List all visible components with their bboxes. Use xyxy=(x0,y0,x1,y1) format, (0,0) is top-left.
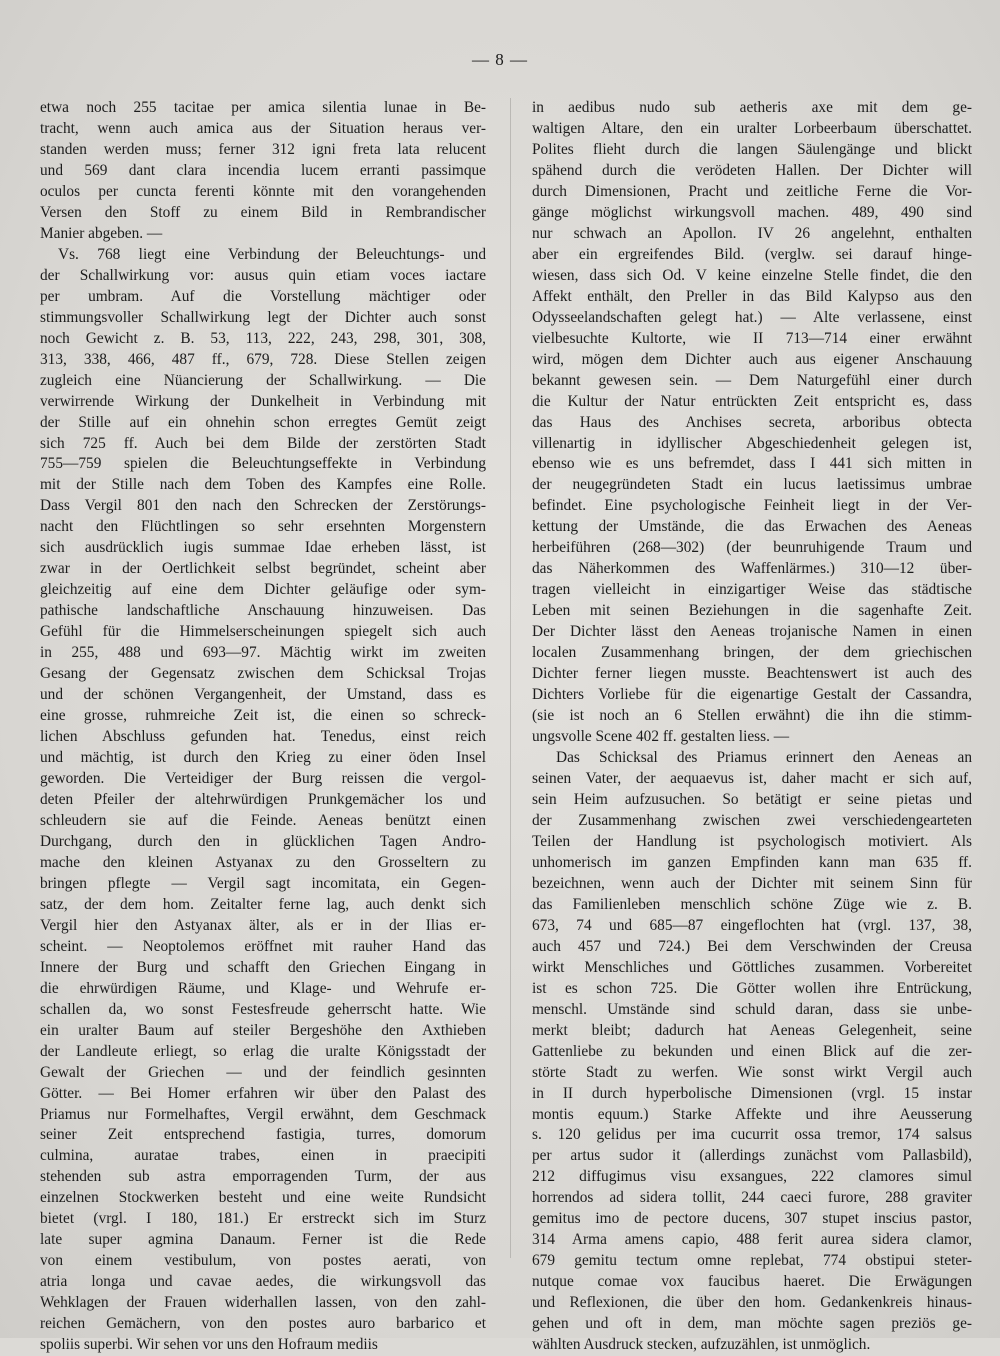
text-line: oculos per cuncta ferenti könnte mit den vorangehenden xyxy=(40,182,486,200)
text-line: sich ausdrücklich iugis summae Idae erheben lässt, ist xyxy=(40,539,486,557)
text-line: sich 725 ff. Auch bei dem Bilde der zerstörten Stadt xyxy=(40,434,486,452)
text-line: Gattenliebe zu bekunden und einen Blick auf die zer- xyxy=(532,1042,972,1060)
text-line: Polites flieht durch die langen Säulengänge und blickt xyxy=(532,140,972,158)
text-line: störte Stadt zu werfen. Wie sonst wirkt Vergil auch xyxy=(532,1063,972,1081)
text-line: ein uralter Baum auf steiler Bergeshöhe den Axthieben xyxy=(40,1021,486,1039)
text-line: Götter. — Bei Homer erfahren wir über den Palast des xyxy=(40,1084,486,1102)
text-line: unhomerisch im ganzen Empfinden kann man 635 ff. xyxy=(532,853,972,871)
text-line: gehen und oft in dem, man möchte sagen preziös ge- xyxy=(532,1315,972,1333)
text-line: Gewalt der Griechen — und der feindlich gesinnten xyxy=(40,1063,486,1081)
text-line: 212 diffugimus visu exsangues, 222 clamores simul xyxy=(532,1168,972,1186)
text-line: pathische landschaftliche Anschauung hinzuweisen. Das xyxy=(40,602,486,620)
text-line: wird, mögen dem Dichter auch aus eigener Anschauung xyxy=(532,350,972,368)
text-line: mache den kleinen Astyanax zu den Grosseltern zu xyxy=(40,853,486,871)
text-line: merkt bleibt; dadurch hat Aeneas Gelegenheit, seine xyxy=(532,1021,972,1039)
text-line: 673, 74 und 685—87 eingeflochten hat (vrgl. 137, 38, xyxy=(532,916,972,934)
text-line: das Familienleben menschlich schöne Züge wie z. B. xyxy=(532,895,972,913)
text-line: late super agmina Danaum. Ferner ist die Rede xyxy=(40,1231,486,1249)
text-line: herbeiführen (268—302) (der beunruhigende Traum und xyxy=(532,539,972,557)
text-line: schallen da, wo sonst Festesfreude geherrscht hatte. Wie xyxy=(40,1000,486,1018)
text-line: deten Pfeiler der altehrwürdigen Prunkgemächer los und xyxy=(40,790,486,808)
text-line: und der schönen Vergangenheit, der Umstand, dass es xyxy=(40,686,486,704)
text-line: der Zusammenhang zwischen zwei verschiedengearteten xyxy=(532,811,972,829)
column-divider xyxy=(510,98,511,1258)
text-line: verwirrende Wirkung der Dunkelheit in Verbindung mit xyxy=(40,392,486,410)
text-line: und 569 dant clara incendia lucem erranti passimque xyxy=(40,161,486,179)
text-line: s. 120 gelidus per ima cucurrit ossa tremor, 174 salsus xyxy=(532,1126,972,1144)
page-number: — 8 — xyxy=(472,50,528,69)
text-line: culmina, auratae trabes, einen in praecipiti xyxy=(40,1147,486,1165)
text-line: wiesen, dass sich Od. V keine einzelne Stelle findet, die den xyxy=(532,266,972,284)
text-line: stimmungsvoller Schallwirkung legt der Dichter auch sonst xyxy=(40,308,486,326)
text-line: der Landleute erliegt, so erlag die uralte Königsstadt der xyxy=(40,1042,486,1060)
text-line: und mächtig, ist durch den Krieg zu einer öden Insel xyxy=(40,749,486,767)
text-line: wirkt Menschliches und Göttliches zusammen. Vorbereitet xyxy=(532,958,972,976)
text-line: seiner Zeit entsprechend fastigia, turres, domorum xyxy=(40,1126,486,1144)
text-line: befindet. Eine psychologische Feinheit liegt in der Ver- xyxy=(532,497,972,515)
text-line: kettung der Umstände, die das Erwachen des Aeneas xyxy=(532,518,972,536)
text-line: reichen Gemächern, von den postes auro barbarico et xyxy=(40,1315,486,1333)
text-line: wählten Ausdruck stecken, aufzuzählen, ist unmöglich. xyxy=(532,1336,871,1354)
text-line: noch Gewicht z. B. 53, 113, 222, 243, 298, 301, 308, xyxy=(40,329,486,347)
text-line: Vergil hier den Astyanax älter, als er in der Ilias er- xyxy=(40,916,486,934)
text-line: zwar in der Oertlichkeit selbst begründet, scheint aber xyxy=(40,560,486,578)
text-line: seinen Vater, der aequaevus ist, daher macht er sich auf, xyxy=(532,770,972,787)
text-line: menschl. Umstände sind schuld daran, dass sie unbe- xyxy=(532,1000,972,1018)
text-line: die Kultur der Natur entrückten Zeit entspricht es, dass xyxy=(532,392,972,410)
text-line: in 255, 488 und 693—97. Mächtig wirkt im zweiten xyxy=(40,644,486,662)
text-line: montis equum.) Starke Affekte und ihre Aeusserung xyxy=(532,1105,972,1123)
text-line: ist es schon 725. Die Götter wollen ihre Entrückung, xyxy=(532,979,972,997)
text-line: 314 Arma amens capio, 488 ferit aurea sidera clamor, xyxy=(532,1231,972,1249)
text-line: mit der Stille nach dem Toben des Kampfes eine Rolle. xyxy=(40,476,486,494)
text-line: Das Schicksal des Priamus erinnert den Aeneas an xyxy=(556,749,972,767)
text-line: bringen pflegte — Vergil sagt incomitata, ein Gegen- xyxy=(40,874,486,892)
text-line: das Haus des Anchises secreta, arboribus obtecta xyxy=(532,413,972,431)
text-line: villenartig in idyllischer Abgeschiedenheit gelegen ist, xyxy=(532,434,972,452)
text-line: bekannt gewesen sein. — Dem Naturgefühl einer durch xyxy=(532,371,972,389)
text-line: gleichzeitig auf eine dem Dichter geläufige oder sym- xyxy=(40,581,486,599)
text-line: nacht den Flüchtlingen so sehr ersehnten Morgenstern xyxy=(40,518,486,536)
text-line: etwa noch 255 tacitae per amica silentia lunae in Be- xyxy=(40,99,486,116)
text-line: standen werden muss; ferner 312 igni freta lata relucent xyxy=(40,140,486,158)
text-line: Leben mit seinen Beziehungen in die sagenhafte Zeit. xyxy=(532,602,972,620)
text-line: einzelnen Stockwerken besteht und eine weite Rundsicht xyxy=(40,1189,486,1207)
text-line: per artus sudor it (allerdings zunächst vom Pallasbild), xyxy=(532,1147,972,1165)
text-line: Gesang der Gegensatz zwischen dem Schicksal Trojas xyxy=(40,665,486,683)
text-line: Wehklagen der Frauen widerhallen lassen, von den zahl- xyxy=(40,1294,486,1312)
text-line: waltigen Altare, den ein uralter Lorbeerbaum überschattet. xyxy=(532,119,972,137)
text-line: aber ein ergreifendes Bild. (verglw. sei darauf hinge- xyxy=(532,245,972,263)
text-line: in II durch hyperbolische Dimensionen (vrgl. 15 instar xyxy=(532,1084,972,1102)
text-line: Der Dichter lässt den Aeneas trojanische Namen in einen xyxy=(532,623,972,641)
text-line: sein Heim aufzusuchen. So betätigt er seine pietas und xyxy=(532,790,972,808)
text-line: Dichters Vorliebe für die eigenartige Gestalt der Cassandra, xyxy=(532,686,972,704)
text-line: horrendos ad sidera tollit, 244 caeci furore, 288 graviter xyxy=(532,1189,972,1207)
text-line: der neugegründeten Stadt ein lucus laetissimus umbrae xyxy=(532,476,972,494)
text-line: vielbesuchte Kultorte, wie II 713—714 einer erwähnt xyxy=(532,329,972,347)
text-line: (sie ist noch an 6 Stellen erwähnt) die ihn die stimm- xyxy=(532,707,972,725)
text-line: Vs. 768 liegt eine Verbindung der Beleuchtungs- und xyxy=(58,245,486,263)
text-line: spähend durch die verödeten Hallen. Der Dichter will xyxy=(532,161,972,179)
text-line: Dichter ferner liegen musste. Beachtenswert ist auch des xyxy=(532,665,972,683)
text-line: Affekt enthält, den Preller in das Bild Kalypso aus den xyxy=(532,287,972,305)
text-line: Odysseelandschaften gelegt hat.) — Alte verlassene, einst xyxy=(532,308,972,326)
text-line: 313, 338, 466, 487 ff., 679, 728. Diese Stellen zeigen xyxy=(40,350,486,368)
text-line: schleudern sie auf die Feinde. Aeneas benützt einen xyxy=(40,811,486,829)
text-line: zugleich eine Nüancierung der Schallwirkung. — Die xyxy=(40,371,486,389)
text-line: Durchgang, durch den in glücklichen Tagen Andro- xyxy=(40,832,486,850)
text-line: per umbram. Auf die Vorstellung mächtiger oder xyxy=(40,287,486,305)
text-line: in aedibus nudo sub aetheris axe mit dem ge- xyxy=(532,99,972,116)
text-line: ungsvolle Scene 402 ff. gestalten liess. — xyxy=(532,728,790,746)
text-line: ebenso wie es uns befremdet, dass I 441 sich mitten in xyxy=(532,455,972,473)
text-line: localen Zusammenhang bringen, der dem griechischen xyxy=(532,644,972,662)
right-text-column xyxy=(532,98,972,1356)
text-line: Innere der Burg und schafft den Griechen Eingang in xyxy=(40,958,486,976)
text-line: 755—759 spielen die Beleuchtungseffekte in Verbindung xyxy=(40,455,486,473)
text-line: bietet (vrgl. I 180, 181.) Er erstreckt sich im Sturz xyxy=(40,1210,486,1228)
text-line: lichen Abschluss gefunden hat. Tenedus, einst reich xyxy=(40,728,486,746)
text-line: Dass Vergil 801 den nach den Schrecken der Zerstörungs- xyxy=(40,497,486,515)
text-line: von einem vestibulum, von postes aerati, von xyxy=(40,1252,486,1270)
text-line: Gefühl für die Himmelserscheinungen spiegelt sich auch xyxy=(40,623,486,641)
text-line: der Stille auf ein ohnehin schon erregtes Gemüt zeigt xyxy=(40,413,486,431)
text-line: nutque comae vox faucibus haeret. Die Erwägungen xyxy=(532,1273,972,1291)
text-line: bezeichnen, wenn auch der Dichter mit seinem Sinn für xyxy=(532,874,972,892)
text-line: Priamus nur Formelhaftes, Vergil erwähnt, dem Geschmack xyxy=(40,1105,486,1123)
text-line: gemitus imo de pectore ducens, 307 stupet inscius pastor, xyxy=(532,1210,972,1228)
text-line: Versen den Stoff zu einem Bild in Rembrandischer xyxy=(40,203,486,221)
text-line: und Reflexionen, die über den hom. Gedankenkreis hinaus- xyxy=(532,1294,972,1312)
text-line: auch 457 und 724.) Bei dem Verschwinden der Creusa xyxy=(532,937,972,955)
text-line: die ehrwürdigen Räume, und Klage- und Wehrufe er- xyxy=(40,979,486,997)
text-line: 679 gemitu tectum omne replebat, 774 obstipui steter- xyxy=(532,1252,972,1270)
text-line: tragen vielleicht in einzigartiger Weise das städtische xyxy=(532,581,972,599)
text-line: der Schallwirkung vor: ausus quin etiam voces iactare xyxy=(40,266,486,284)
text-line: geworden. Die Verteidiger der Burg reissen die vergol- xyxy=(40,770,486,787)
text-line: nur schwach an Apollon. IV 26 angelehnt, enthalten xyxy=(532,224,972,242)
text-line: durch Dimensionen, Pracht und zeitliche Ferne die Vor- xyxy=(532,182,972,200)
text-line: stehenden sub astra emporragenden Turm, der aus xyxy=(40,1168,486,1186)
text-line: tracht, wenn auch amica aus der Situation heraus ver- xyxy=(40,119,486,137)
left-text-column xyxy=(40,98,486,1356)
text-line: gänge möglichst wirkungsvoll machen. 489, 490 sind xyxy=(532,203,972,221)
text-line: Manier abgeben. — xyxy=(40,224,163,242)
text-line: Teilen der Handlung ist psychologisch motiviert. Als xyxy=(532,832,972,850)
text-line: scheint. — Neoptolemos eröffnet mit rauher Hand das xyxy=(40,937,486,955)
text-line: spoliis superbi. Wir sehen vor uns den Hofraum mediis xyxy=(40,1336,378,1354)
text-line: eine grosse, ruhmreiche Zeit ist, die einen so schreck- xyxy=(40,707,486,725)
text-line: satz, der dem hom. Zeitalter ferne lag, auch denkt sich xyxy=(40,895,486,913)
text-line: das Näherkommen des Waffenlärmes.) 310—12 über- xyxy=(532,560,972,578)
text-line: atria longa und cavae aedes, die wirkungsvoll das xyxy=(40,1273,486,1291)
